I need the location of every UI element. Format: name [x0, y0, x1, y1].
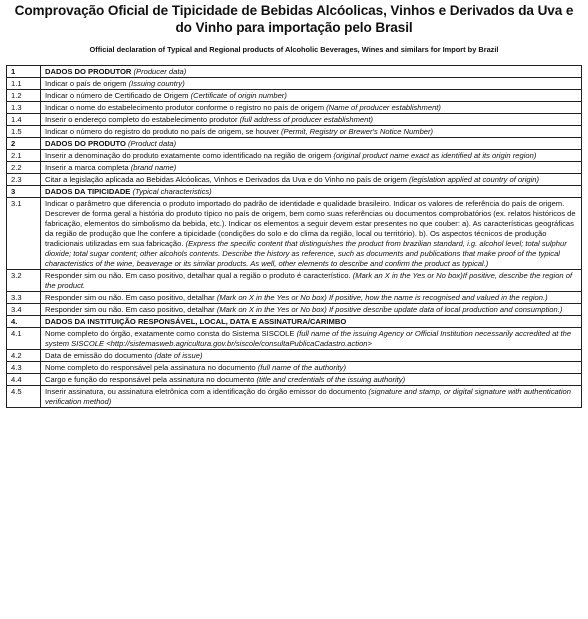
- item-description: [41, 90, 582, 102]
- english-translation: (Mark on X in the Yes or No box) If positive, how the name is recognised and valued in the region.): [216, 292, 548, 302]
- portuguese-text: Data de emissão do documento: [45, 350, 153, 360]
- item-description: [41, 174, 582, 186]
- english-translation: (Certificate of origin number): [190, 90, 287, 100]
- table-row: [7, 350, 582, 362]
- english-translation: (full name of the authority): [257, 362, 346, 372]
- item-number: 3.1: [7, 198, 41, 270]
- table-row: [7, 174, 582, 186]
- english-translation: (full name of the issuing Agency or Official Institution necessarily accredited at the system SISCOLE <http://sistemasweb.agricultura.gov.br/siscole/consultaPublicaCadastro.action>: [45, 328, 572, 348]
- english-translation: (Name of producer establishment): [326, 102, 441, 112]
- item-description: [41, 362, 582, 374]
- english-translation: (Express the specific content that distinguishes the product from brazilian standard, i.g. alcohol level; total sulphur dioxide; total sugar content; other alcohols contents. Describe the history as reference, such as documents and publications that make proof of the typical characteristics of the wine, beaverage or its similar products. As well, other elements to describe and confirm the product as typical.): [45, 238, 567, 268]
- table-row: [7, 198, 582, 270]
- english-translation: (legislation applied at country of origin): [409, 174, 540, 184]
- item-number: 3.4: [7, 304, 41, 316]
- item-number: 1.3: [7, 102, 41, 114]
- table-row: [7, 386, 582, 408]
- item-description: [41, 292, 582, 304]
- table-row: [7, 126, 582, 138]
- item-number: 2.1: [7, 150, 41, 162]
- item-description: [41, 270, 582, 292]
- item-number: 2.2: [7, 162, 41, 174]
- table-row: [7, 114, 582, 126]
- item-number: 2.3: [7, 174, 41, 186]
- table-row: [7, 374, 582, 386]
- item-description: [41, 374, 582, 386]
- portuguese-text: Indicar o país de origem: [45, 78, 127, 88]
- english-translation: (Permit, Registry or Brewer's Notice Number): [280, 126, 434, 136]
- item-description: [41, 186, 582, 198]
- english-translation: (Producer data): [133, 66, 187, 76]
- item-number: 1.1: [7, 78, 41, 90]
- table-row: [7, 102, 582, 114]
- portuguese-text: Responder sim ou não. Em caso positivo, detalhar: [45, 292, 215, 302]
- portuguese-text: Responder sim ou não. Em caso positivo, detalhar qual a região o produto é característico.: [45, 270, 351, 280]
- table-row: [7, 78, 582, 90]
- portuguese-text: Indicar o nome do estabelecimento produtor conforme o registro no país de origem: [45, 102, 325, 112]
- table-row: [7, 304, 582, 316]
- item-number: 4.3: [7, 362, 41, 374]
- item-number: 3: [7, 186, 41, 198]
- item-description: [41, 138, 582, 150]
- portuguese-text: Indicar o número do registro do produto no país de origem, se houver: [45, 126, 279, 136]
- item-description: [41, 66, 582, 78]
- item-number: 1.2: [7, 90, 41, 102]
- english-translation: (date of issue): [154, 350, 203, 360]
- item-description: [41, 304, 582, 316]
- table-row: [7, 90, 582, 102]
- document-title: [0, 2, 588, 36]
- portuguese-text: DADOS DA TIPICIDADE: [45, 186, 131, 196]
- declaration-table: [6, 65, 582, 408]
- item-description: [41, 316, 582, 328]
- english-translation: (brand name): [130, 162, 177, 172]
- section-row: [7, 138, 582, 150]
- table-row: [7, 270, 582, 292]
- item-description: [41, 126, 582, 138]
- portuguese-text: Nome completo do responsável pela assinatura no documento: [45, 362, 256, 372]
- portuguese-text: DADOS DO PRODUTOR: [45, 66, 132, 76]
- portuguese-text: Inserir assinatura, ou assinatura eletrônica com a identificação do órgão emissor do documento: [45, 386, 367, 396]
- item-description: [41, 78, 582, 90]
- item-number: 4.5: [7, 386, 41, 408]
- table-row: [7, 292, 582, 304]
- section-row: [7, 316, 582, 328]
- portuguese-text: Indicar o parâmetro que diferencia o produto importado do padrão de identidade e qualidade brasileiro. Indicar os valores de referência do país de origem. Descrever de forma geral a história do produto típico no país de origem, bem como suas referências ou documentos comprobatórios (ex. relatos históricos de fabricação, elementos do simbolismo da bebida, etc.). Indicar os elementos a seguir devem estar presentes no que couber: a). As características geográficas da região de produção que lhe confere a tipicidade (condições do solo e do clima da região, local ou território). b). Os aspectos técnicos de produção tradicionais utilizadas em sua fabricação.: [45, 198, 576, 248]
- english-translation: (full address of producer establishment): [239, 114, 374, 124]
- item-description: [41, 150, 582, 162]
- portuguese-text: Inserir o endereço completo do estabelecimento produtor: [45, 114, 238, 124]
- document-subtitle: Official declaration of Typical and Regional products of Alcoholic Beverages, Wines and similars for Import by Brazil: [89, 45, 499, 54]
- portuguese-text: Inserir a marca completa: [45, 162, 129, 172]
- item-number: 1.4: [7, 114, 41, 126]
- table-row: [7, 328, 582, 350]
- portuguese-text: DADOS DO PRODUTO: [45, 138, 126, 148]
- item-description: [41, 198, 582, 270]
- section-row: [7, 66, 582, 78]
- item-description: [41, 162, 582, 174]
- english-translation: (Product data): [128, 138, 177, 148]
- section-row: [7, 186, 582, 198]
- english-translation: (signature and stamp, or digital signature with authentication verification method): [45, 386, 571, 406]
- item-number: 2: [7, 138, 41, 150]
- item-number: 3.2: [7, 270, 41, 292]
- english-translation: (title and credentials of the issuing authority): [256, 374, 406, 384]
- item-description: [41, 350, 582, 362]
- english-translation: (original product name exact as identified at its origin region): [333, 150, 537, 160]
- table-row: [7, 162, 582, 174]
- item-number: 4.: [7, 316, 41, 328]
- item-description: [41, 386, 582, 408]
- table-row: [7, 150, 582, 162]
- item-number: 4.2: [7, 350, 41, 362]
- portuguese-text: Citar a legislação aplicada ao Bebidas Alcóolicas, Vinhos e Derivados da Uva e do Vinho no país de origem: [45, 174, 407, 184]
- title-line-2: do Vinho para importação pelo Brasil: [175, 20, 413, 35]
- item-number: 4.1: [7, 328, 41, 350]
- portuguese-text: Responder sim ou não. Em caso positivo, detalhar: [45, 304, 215, 314]
- portuguese-text: Indicar o número de Certificado de Origem: [45, 90, 189, 100]
- item-number: 4.4: [7, 374, 41, 386]
- item-number: 1.5: [7, 126, 41, 138]
- title-line-1: Comprovação Oficial de Tipicidade de Bebidas Alcóolicas, Vinhos e Derivados da Uva e: [14, 3, 574, 18]
- english-translation: (Issuing country): [128, 78, 185, 88]
- english-translation: (Typical characteristics): [132, 186, 212, 196]
- item-number: 3.3: [7, 292, 41, 304]
- item-description: [41, 328, 582, 350]
- table-row: [7, 362, 582, 374]
- portuguese-text: Cargo e função do responsável pela assinatura no documento: [45, 374, 255, 384]
- portuguese-text: DADOS DA INSTITUIÇÃO RESPONSÁVEL, LOCAL, DATA E ASSINATURA/CARIMBO: [45, 316, 347, 326]
- item-number: 1: [7, 66, 41, 78]
- portuguese-text: Nome completo do órgão, exatamente como consta do Sistema SISCOLE: [45, 328, 295, 338]
- portuguese-text: Inserir a denominação do produto exatamente como identificado na região de origem: [45, 150, 332, 160]
- item-description: [41, 102, 582, 114]
- item-description: [41, 114, 582, 126]
- english-translation: (Mark an X in the Yes or No box)If positive, describe the region of the product.: [45, 270, 573, 290]
- english-translation: (Mark on X in the Yes or No box) If positive describe update data of local production and consumption.): [216, 304, 563, 314]
